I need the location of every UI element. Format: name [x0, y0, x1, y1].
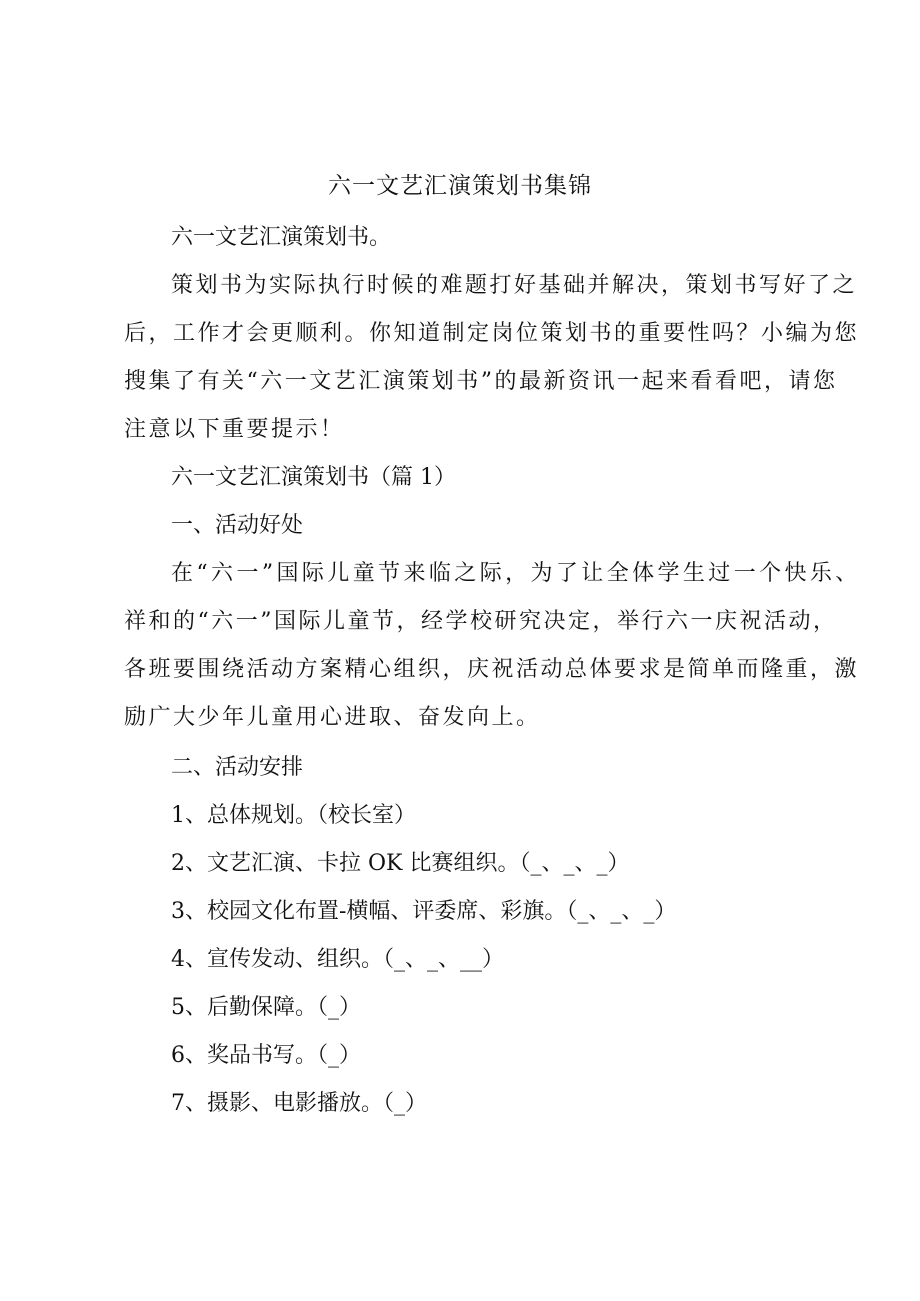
arrangement-item: 5、后勤保障。（_） — [171, 995, 361, 1020]
intro-heading: 六一文艺汇演策划书。 — [171, 225, 392, 250]
intro-line: 搜集了有关“六一文艺汇演策划书”的最新资讯一起来看看吧，请您 — [124, 369, 838, 394]
section-heading: 二、活动安排 — [171, 755, 304, 780]
arrangement-item: 2、文艺汇演、卡拉 OK 比赛组织。（_、_、_） — [171, 851, 630, 876]
section-body-line: 励广大少年儿童用心进取、奋发向上。 — [124, 705, 541, 730]
arrangement-item: 1、总体规划。（校长室） — [171, 803, 416, 828]
intro-line: 策划书为实际执行时候的难题打好基础并解决，策划书写好了之 — [171, 273, 858, 298]
intro-line: 注意以下重要提示！ — [124, 417, 345, 442]
arrangement-item: 7、摄影、电影播放。（_） — [171, 1091, 427, 1116]
section-body-line: 祥和的“六一”国际儿童节，经学校研究决定，举行六一庆祝活动， — [124, 609, 838, 634]
document-title: 六一文艺汇演策划书集锦 — [328, 173, 592, 199]
arrangement-item: 6、奖品书写。（_） — [171, 1043, 361, 1068]
intro-line: 后，工作才会更顺利。你知道制定岗位策划书的重要性吗？小编为您 — [124, 321, 860, 346]
part-heading: 六一文艺汇演策划书（篇 1） — [171, 465, 456, 490]
section-body-line: 各班要围绕活动方案精心组织，庆祝活动总体要求是简单而隆重，激 — [124, 657, 860, 682]
section-body-line: 在“六一”国际儿童节来临之际，为了让全体学生过一个快乐、 — [171, 561, 861, 586]
section-heading: 一、活动好处 — [171, 513, 304, 538]
arrangement-item: 4、宣传发动、组织。（_、_、__） — [171, 947, 504, 972]
arrangement-item: 3、校园文化布置-横幅、评委席、彩旗。（_、_、_） — [171, 899, 677, 924]
